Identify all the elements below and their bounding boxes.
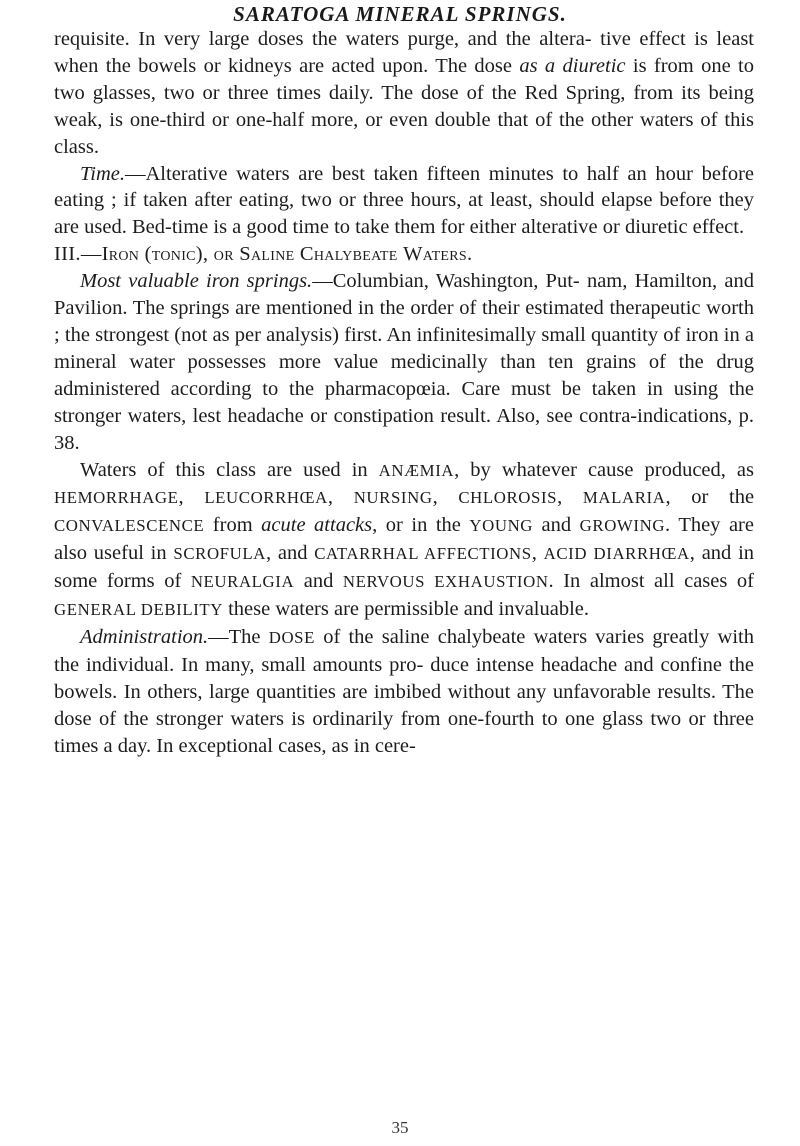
- text-run: . They are also useful in: [54, 514, 754, 565]
- heading-word: Iron: [101, 243, 140, 266]
- heading-numeral: III.: [54, 243, 81, 266]
- text-run: , or in the: [372, 514, 470, 537]
- caps-term: YOUNG: [469, 516, 534, 536]
- text-run: . In almost all cases of: [548, 570, 754, 593]
- paragraph-indications: [54, 457, 754, 624]
- italic-phrase: Most valuable iron springs.: [80, 270, 313, 293]
- caps-term: MALARIA: [582, 488, 666, 508]
- caps-term: ANÆMIA: [378, 460, 455, 480]
- caps-term: ACID DIARRHŒA: [543, 544, 690, 564]
- paragraph-time: [54, 161, 754, 242]
- heading-word: Waters.: [403, 243, 473, 266]
- text-run: from: [204, 514, 262, 537]
- caps-term: LEUCORRHŒA: [204, 488, 328, 508]
- italic-phrase: Administration.: [80, 625, 209, 648]
- paragraph-dosage: [54, 26, 754, 161]
- paragraph-iron-springs: [54, 268, 754, 456]
- caps-term: NERVOUS EXHAUSTION: [342, 572, 549, 592]
- heading-word: Chalybeate: [299, 243, 398, 266]
- text-run: —Columbian, Washington, Put- nam, Hamilton, and Pavilion. The springs are mentioned in the order of their estimated therapeutic worth ; the strongest (not as per analysis) first. An infinitesimally small quantity of iron in a mineral water possesses more value medicinally than ten grains of the drug administered according to the pharmacopœia. Care must be taken in using the stronger waters, lest headache or constipation result. Also, see contra-indications, p. 38.: [54, 270, 754, 454]
- text-run: and: [533, 514, 580, 537]
- caps-term: CHLOROSIS: [458, 488, 558, 508]
- heading-word: (tonic),: [144, 243, 209, 266]
- text-run: ,: [178, 486, 205, 509]
- caps-term: GROWING: [579, 516, 666, 536]
- body-text: [54, 26, 754, 759]
- heading-word: Saline: [239, 243, 295, 266]
- italic-phrase: acute attacks: [261, 514, 373, 537]
- caps-term: SCROFULA: [173, 544, 266, 564]
- text-run: —The: [208, 625, 269, 648]
- text-run: , and: [265, 542, 315, 565]
- page-number: 35: [391, 1118, 409, 1137]
- text-run: Waters of this class are used in: [80, 458, 379, 481]
- caps-term: DOSE: [268, 627, 315, 647]
- section-heading: [54, 241, 754, 268]
- text-run: , or the: [665, 486, 755, 509]
- heading-dash: —: [80, 243, 102, 266]
- caps-term: HEMORRHAGE: [54, 488, 179, 508]
- text-run: ,: [432, 486, 459, 509]
- text-run: , by whatever cause produced, as: [454, 458, 755, 481]
- running-head: SARATOGA MINERAL SPRINGS.: [233, 2, 567, 26]
- heading-word: or: [213, 243, 234, 266]
- text-run: —Alterative waters are best taken fifteen minutes to half an hour before eating ; if taken after eating, two or three hours, at least, should elapse before they are used. Bed-time is a good time to take them for either alterative or diuretic effect.: [54, 162, 754, 239]
- text-run: is from one to two glasses, two or three times daily. The dose of the Red Spring, from its being weak, is one-third or one-half more, or even double that of the other waters of this class.: [54, 54, 754, 158]
- caps-term: NURSING: [353, 488, 433, 508]
- text-run: ,: [531, 542, 544, 565]
- caps-term: CATARRHAL AFFECTIONS: [314, 544, 532, 564]
- text-run: of the saline chalybeate waters varies greatly with the individual. In many, small amounts pro- duce intense headache and confine the bowels. In others, large quantities are imbibed without any unfavorable results. The dose of the stronger waters is ordinarily from one-fourth to one glass two or three times a day. In exceptional cases, as in cere-: [54, 625, 754, 757]
- text-run: , and in some forms of: [54, 542, 755, 593]
- text-run: these waters are permissible and invaluable.: [222, 598, 590, 621]
- text-run: ,: [557, 486, 583, 509]
- caps-term: GENERAL DEBILITY: [54, 600, 223, 620]
- caps-term: NEURALGIA: [190, 572, 295, 592]
- italic-phrase: Time.: [80, 162, 125, 185]
- paragraph-administration: [54, 624, 754, 760]
- caps-term: CONVALESCENCE: [54, 516, 205, 536]
- text-run: requisite. In very large doses the waters purge, and the altera- tive effect is least when the bowels or kidneys are acted upon. The dose: [54, 28, 754, 77]
- text-run: and: [294, 570, 343, 593]
- italic-phrase: as a diuretic: [519, 54, 626, 77]
- text-run: ,: [327, 486, 354, 509]
